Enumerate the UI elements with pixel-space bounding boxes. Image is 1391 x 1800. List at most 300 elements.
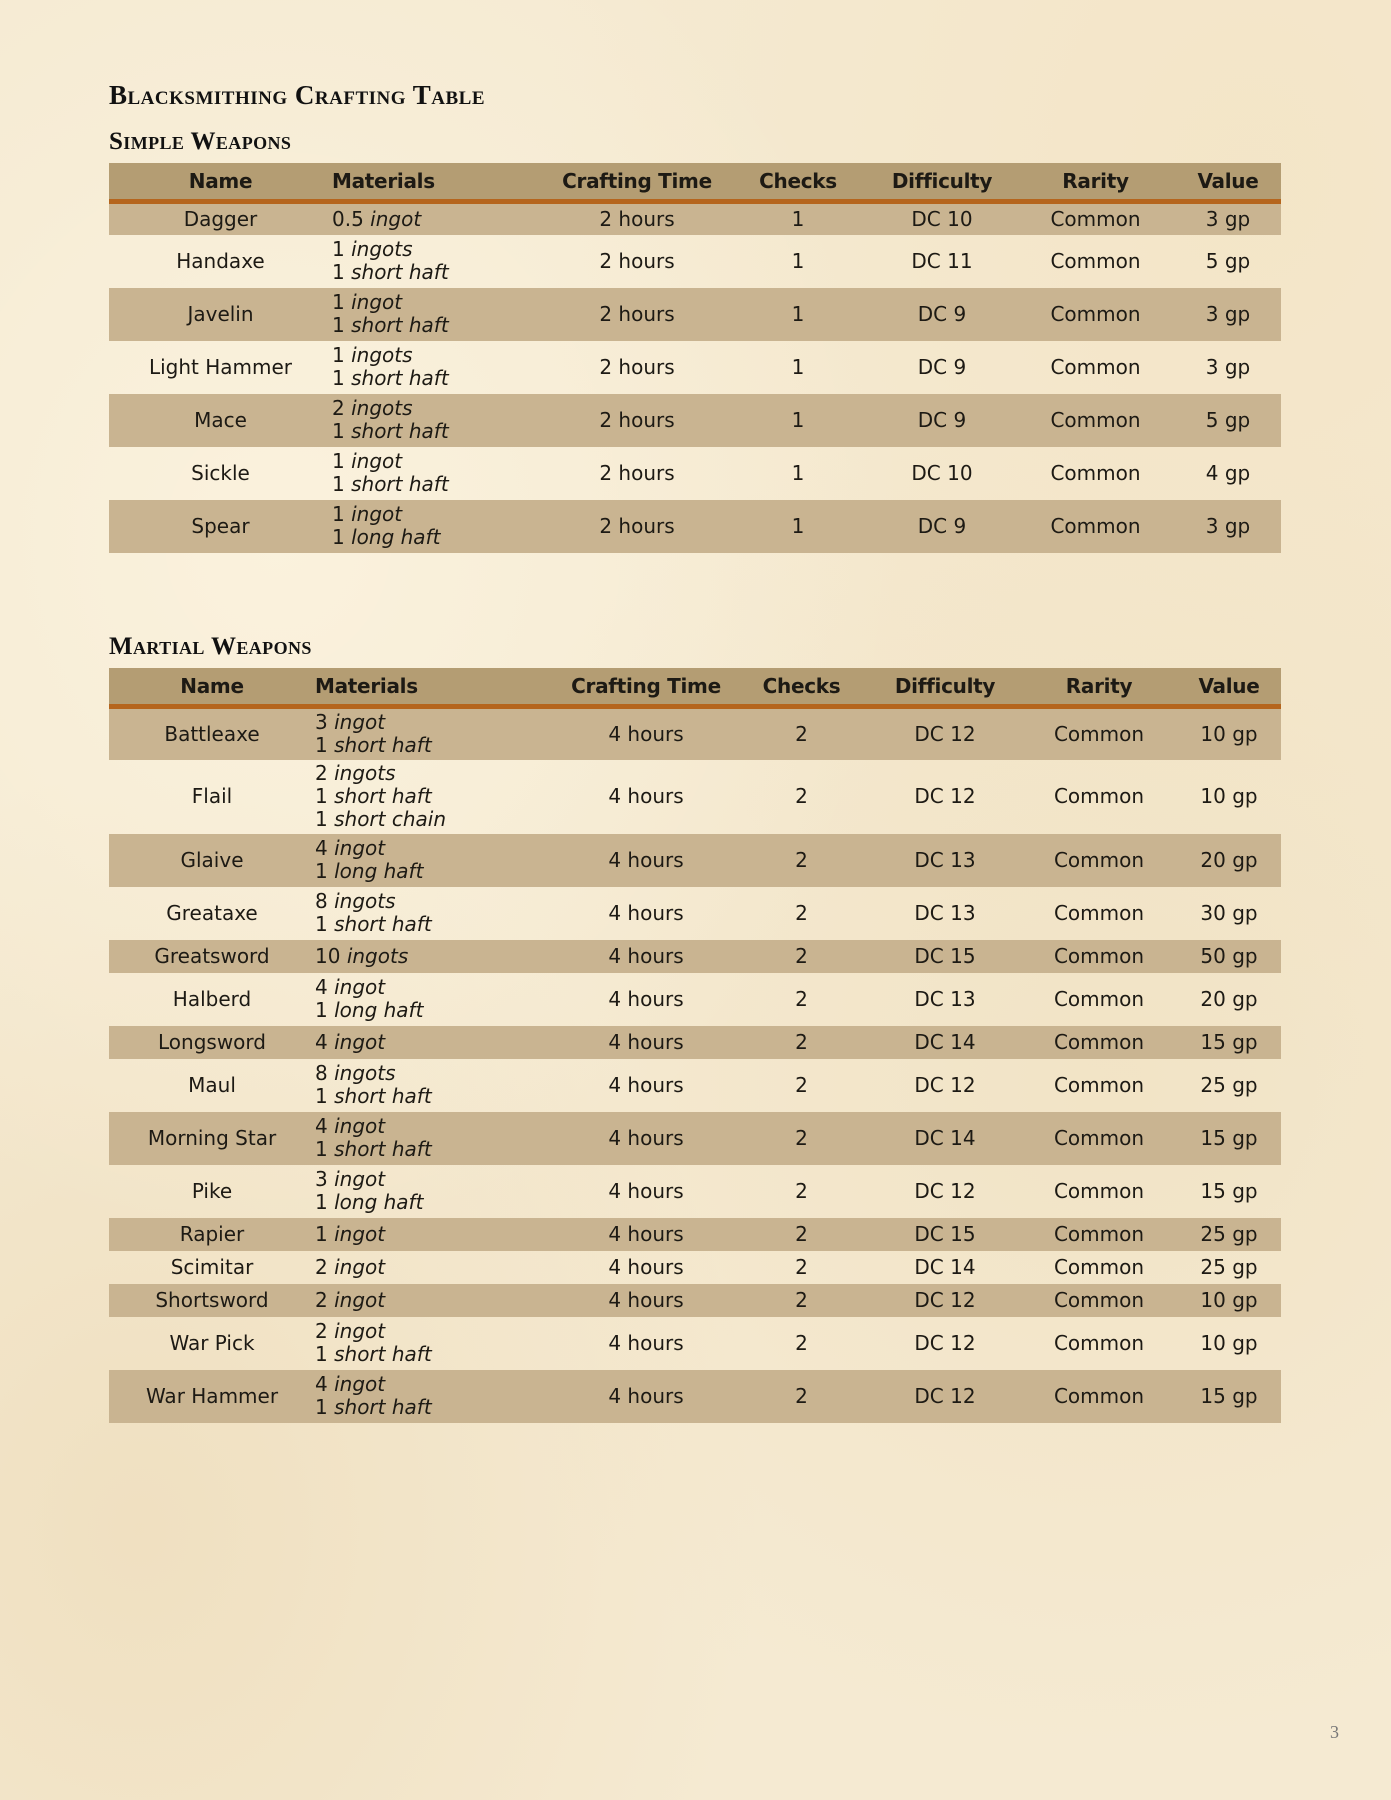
martial-weapons-body [109, 707, 1281, 1423]
table-row [109, 341, 1281, 394]
checks: 2 [734, 1284, 869, 1317]
difficulty: DC 10 [868, 202, 1016, 235]
material-line [315, 1256, 558, 1279]
value: 10 gp [1177, 707, 1281, 760]
material-qty: 1 [315, 912, 328, 936]
material-item: short haft [334, 1342, 432, 1366]
material-item: short haft [334, 912, 432, 936]
checks: 2 [795, 1178, 808, 1203]
difficulty: DC 12 [869, 1284, 1021, 1317]
crafting-time: 4 hours [558, 707, 734, 760]
value: 3 gp [1175, 288, 1281, 341]
column-header-value: Value [1175, 163, 1281, 202]
material-line [315, 1062, 558, 1085]
rarity: Common [1016, 394, 1175, 447]
checks: 1 [728, 500, 868, 553]
material-item: ingot [334, 1167, 386, 1191]
material-item: short haft [351, 419, 449, 443]
material-line [315, 1343, 558, 1366]
value: 15 gp [1177, 1370, 1281, 1423]
martial-weapons-table [109, 668, 1281, 1423]
materials-cell [315, 1284, 558, 1317]
material-line [315, 1289, 558, 1312]
crafting-time: 4 hours [558, 940, 734, 973]
table-header-row [109, 668, 1281, 707]
material-item: ingot [334, 1287, 386, 1312]
value: 15 gp [1177, 1026, 1281, 1059]
materials-cell [332, 500, 546, 553]
material-item: short haft [334, 784, 432, 808]
material-qty: 2 [315, 761, 328, 785]
checks: 1 [791, 354, 805, 379]
checks: 2 [734, 1218, 869, 1251]
materials-cell [315, 1218, 558, 1251]
crafting-time: 2 hours [546, 202, 728, 235]
rarity: Common [1053, 784, 1145, 808]
material-line [315, 890, 558, 913]
checks: 1 [728, 202, 868, 235]
rarity: Common [1053, 1330, 1145, 1355]
weapon-name: Longsword [109, 1026, 315, 1059]
material-line [315, 1115, 558, 1138]
checks: 1 [728, 288, 868, 341]
materials-cell [315, 1370, 558, 1423]
crafting-time: 4 hours [608, 1072, 684, 1097]
table-row [109, 973, 1281, 1026]
materials-cell [315, 887, 558, 940]
material-qty: 1 [315, 1395, 328, 1419]
table-header-row [109, 163, 1281, 202]
weapon-name: Morning Star [109, 1112, 315, 1165]
table-row [109, 1165, 1281, 1218]
simple-weapons-body [109, 202, 1281, 553]
difficulty: DC 12 [914, 1330, 976, 1355]
material-qty: 2 [315, 1319, 328, 1343]
table-row [109, 1370, 1281, 1423]
rarity: Common [1053, 900, 1145, 925]
materials-cell [315, 1112, 558, 1165]
material-qty: 1 [332, 502, 345, 526]
material-qty: 1 [332, 366, 345, 390]
table-row [109, 447, 1281, 500]
table-row [109, 760, 1281, 834]
rarity: Common [1021, 1218, 1177, 1251]
material-item: ingot [334, 1221, 386, 1246]
rarity: Common [1021, 834, 1177, 887]
value: 30 gp [1200, 900, 1258, 925]
material-line [332, 238, 546, 261]
table-row [109, 707, 1281, 760]
material-item: short haft [334, 1084, 432, 1108]
crafting-time: 2 hours [546, 500, 728, 553]
column-header-materials: Materials [332, 163, 546, 202]
material-qty: 1 [315, 733, 328, 758]
difficulty: DC 12 [914, 1178, 976, 1203]
materials-cell [315, 940, 558, 973]
section-title-simple-weapons: Simple Weapons [109, 128, 292, 155]
material-line [315, 837, 558, 860]
material-item: ingots [334, 1061, 396, 1085]
material-line [332, 208, 546, 231]
material-qty: 1 [332, 260, 345, 284]
value: 15 gp [1200, 1178, 1258, 1203]
material-qty: 1 [332, 525, 345, 549]
material-item: ingot [334, 1254, 386, 1279]
value: 20 gp [1200, 986, 1258, 1011]
material-item: ingots [351, 343, 413, 367]
rarity: Common [1050, 248, 1141, 273]
table-row [109, 1026, 1281, 1059]
value: 10 gp [1200, 1330, 1258, 1355]
crafting-time: 4 hours [558, 834, 734, 887]
crafting-time: 2 hours [546, 288, 728, 341]
checks: 2 [795, 784, 808, 808]
value: 25 gp [1200, 1072, 1258, 1097]
table-row [109, 288, 1281, 341]
materials-cell [332, 394, 546, 447]
material-qty: 8 [315, 1061, 328, 1085]
material-item: ingots [351, 237, 413, 261]
crafting-time: 4 hours [608, 986, 684, 1011]
rarity: Common [1021, 940, 1177, 973]
materials-cell [332, 288, 546, 341]
column-header-checks: Checks [728, 163, 868, 202]
rarity: Common [1053, 986, 1145, 1011]
weapon-name: Maul [188, 1072, 236, 1097]
section-title-martial-weapons: Martial Weapons [109, 633, 312, 660]
materials-cell [315, 707, 558, 760]
checks: 2 [734, 1112, 869, 1165]
value: 20 gp [1177, 834, 1281, 887]
rarity: Common [1053, 1178, 1145, 1203]
column-header-crafting-time: Crafting Time [558, 668, 734, 707]
materials-cell [332, 235, 546, 288]
material-item: ingot [334, 1029, 386, 1054]
difficulty: DC 15 [869, 1218, 1021, 1251]
value: 10 gp [1200, 784, 1258, 808]
difficulty: DC 9 [868, 288, 1016, 341]
weapon-name: War Pick [169, 1330, 255, 1355]
table-row [109, 394, 1281, 447]
materials-cell [315, 1317, 558, 1370]
weapon-name: Shortsword [109, 1284, 315, 1317]
material-qty: 4 [315, 1372, 328, 1396]
weapon-name: Spear [109, 500, 332, 553]
difficulty: DC 12 [869, 1370, 1021, 1423]
weapon-name: Battleaxe [109, 707, 315, 760]
materials-cell [332, 447, 546, 500]
material-line [315, 762, 558, 785]
table-row [109, 1059, 1281, 1112]
crafting-time: 4 hours [558, 1026, 734, 1059]
value: 3 gp [1175, 202, 1281, 235]
column-header-rarity: Rarity [1016, 163, 1175, 202]
material-item: ingot [351, 290, 403, 314]
material-line [315, 1031, 558, 1054]
checks: 2 [734, 1370, 869, 1423]
difficulty: DC 9 [868, 500, 1016, 553]
material-line [315, 1223, 558, 1246]
materials-cell [315, 1251, 558, 1284]
column-header-materials: Materials [315, 668, 558, 707]
crafting-time: 4 hours [608, 784, 684, 808]
material-item: short haft [351, 260, 449, 284]
material-line [315, 711, 558, 734]
material-line [315, 945, 558, 968]
crafting-time: 4 hours [558, 1218, 734, 1251]
material-item: long haft [334, 998, 424, 1022]
value: 3 gp [1205, 354, 1251, 379]
value: 5 gp [1205, 248, 1251, 273]
material-line [315, 999, 558, 1022]
material-item: ingot [370, 206, 422, 231]
material-qty: 1 [332, 343, 345, 367]
checks: 1 [791, 460, 805, 485]
materials-cell [315, 834, 558, 887]
material-qty: 1 [332, 237, 345, 261]
material-line [315, 808, 558, 831]
material-line [315, 734, 558, 757]
material-item: ingot [334, 836, 386, 860]
checks: 2 [795, 1330, 808, 1355]
column-header-checks: Checks [734, 668, 869, 707]
difficulty: DC 12 [869, 707, 1021, 760]
rarity: Common [1021, 1026, 1177, 1059]
material-qty: 4 [315, 836, 328, 860]
rarity: Common [1050, 460, 1141, 485]
column-header-name: Name [109, 163, 332, 202]
difficulty: DC 13 [914, 900, 976, 925]
material-line [332, 503, 546, 526]
materials-cell [332, 202, 546, 235]
material-item: long haft [334, 859, 424, 883]
material-item: long haft [351, 525, 441, 549]
material-qty: 4 [315, 1114, 328, 1138]
materials-cell [315, 1026, 558, 1059]
material-item: ingot [351, 449, 403, 473]
weapon-name: Dagger [109, 202, 332, 235]
material-line [315, 1085, 558, 1108]
weapon-name: Sickle [191, 460, 250, 485]
material-line [315, 1373, 558, 1396]
material-line [315, 1320, 558, 1343]
material-qty: 1 [315, 1137, 328, 1161]
value: 4 gp [1205, 460, 1251, 485]
column-header-difficulty: Difficulty [869, 668, 1021, 707]
crafting-time: 4 hours [608, 900, 684, 925]
weapon-name: Handaxe [176, 248, 265, 273]
table-row [109, 834, 1281, 887]
material-qty: 1 [315, 807, 328, 831]
weapon-name: War Hammer [109, 1370, 315, 1423]
weapon-name: Mace [109, 394, 332, 447]
crafting-time: 2 hours [546, 394, 728, 447]
difficulty: DC 10 [911, 460, 973, 485]
difficulty: DC 15 [869, 940, 1021, 973]
crafting-time: 2 hours [599, 460, 675, 485]
material-item: short haft [334, 1395, 432, 1419]
material-line [332, 450, 546, 473]
checks: 1 [728, 394, 868, 447]
difficulty: DC 12 [914, 784, 976, 808]
difficulty: DC 14 [869, 1026, 1021, 1059]
material-qty: 1 [315, 784, 328, 808]
table-row [109, 202, 1281, 235]
table-row [109, 1317, 1281, 1370]
crafting-time: 4 hours [608, 1178, 684, 1203]
material-qty: 1 [315, 998, 328, 1022]
difficulty: DC 12 [914, 1072, 976, 1097]
value: 50 gp [1177, 940, 1281, 973]
weapon-name: Greataxe [166, 900, 258, 925]
page-title: Blacksmithing Crafting Table [109, 80, 486, 110]
value: 5 gp [1175, 394, 1281, 447]
crafting-time: 2 hours [599, 248, 675, 273]
material-qty: 3 [315, 1167, 328, 1191]
crafting-time: 4 hours [608, 1330, 684, 1355]
material-item: short haft [351, 472, 449, 496]
checks: 1 [791, 248, 805, 273]
column-header-crafting-time: Crafting Time [546, 163, 728, 202]
rarity: Common [1021, 707, 1177, 760]
materials-cell [315, 760, 558, 834]
material-qty: 1 [332, 419, 345, 443]
material-line [332, 420, 546, 443]
rarity: Common [1016, 202, 1175, 235]
materials-cell [315, 1165, 558, 1218]
material-item: ingot [334, 1372, 386, 1396]
material-line [315, 1138, 558, 1161]
material-qty: 1 [315, 1221, 328, 1246]
material-line [315, 976, 558, 999]
material-line [315, 785, 558, 808]
material-qty: 3 [315, 710, 328, 735]
rarity: Common [1053, 1072, 1145, 1097]
material-item: ingots [346, 943, 409, 968]
material-qty: 0.5 [332, 206, 364, 231]
material-qty: 4 [315, 1029, 328, 1054]
material-qty: 1 [332, 290, 345, 314]
difficulty: DC 9 [917, 354, 967, 379]
material-line [315, 860, 558, 883]
rarity: Common [1021, 1112, 1177, 1165]
table-row [109, 500, 1281, 553]
material-qty: 1 [315, 1084, 328, 1108]
crafting-time: 4 hours [558, 1284, 734, 1317]
checks: 2 [795, 1254, 808, 1279]
material-item: ingot [351, 502, 403, 526]
material-qty: 8 [315, 889, 328, 913]
material-line [315, 1168, 558, 1191]
crafting-time: 2 hours [599, 354, 675, 379]
weapon-name: Flail [191, 784, 233, 808]
material-line [332, 397, 546, 420]
value: 3 gp [1175, 500, 1281, 553]
material-item: ingots [334, 761, 396, 785]
rarity: Common [1050, 354, 1141, 379]
material-line [315, 1191, 558, 1214]
material-item: ingot [334, 710, 386, 735]
material-item: short haft [351, 313, 449, 337]
material-qty: 4 [315, 975, 328, 999]
material-line [332, 291, 546, 314]
column-header-rarity: Rarity [1021, 668, 1177, 707]
material-item: short haft [351, 366, 449, 390]
material-item: ingots [334, 889, 396, 913]
material-qty: 1 [315, 1342, 328, 1366]
value: 25 gp [1200, 1254, 1258, 1279]
weapon-name: Scimitar [170, 1254, 254, 1279]
table-row [109, 940, 1281, 973]
rarity: Common [1021, 1370, 1177, 1423]
material-item: ingot [334, 975, 386, 999]
crafting-time: 4 hours [608, 1254, 684, 1279]
materials-cell [332, 341, 546, 394]
table-row [109, 1251, 1281, 1284]
material-line [332, 526, 546, 549]
table-row [109, 1112, 1281, 1165]
value: 15 gp [1177, 1112, 1281, 1165]
material-qty: 1 [315, 1190, 328, 1214]
material-line [315, 1396, 558, 1419]
material-item: short haft [334, 1137, 432, 1161]
material-item: long haft [334, 1190, 424, 1214]
material-qty: 2 [315, 1287, 328, 1312]
difficulty: DC 14 [869, 1112, 1021, 1165]
column-header-name: Name [109, 668, 315, 707]
material-line [332, 314, 546, 337]
checks: 2 [795, 986, 808, 1011]
material-item: ingots [351, 396, 413, 420]
column-header-difficulty: Difficulty [868, 163, 1016, 202]
simple-weapons-table [109, 163, 1281, 553]
materials-cell [315, 1059, 558, 1112]
material-line [332, 367, 546, 390]
difficulty: DC 13 [869, 834, 1021, 887]
checks: 2 [734, 834, 869, 887]
material-qty: 1 [332, 449, 345, 473]
checks: 2 [795, 900, 808, 925]
material-qty: 2 [315, 1254, 328, 1279]
material-item: ingot [334, 1114, 386, 1138]
material-line [315, 913, 558, 936]
table-row [109, 1218, 1281, 1251]
material-item: short haft [334, 733, 432, 758]
material-qty: 1 [332, 472, 345, 496]
difficulty: DC 11 [911, 248, 973, 273]
page-number: 3 [1330, 1722, 1339, 1742]
rarity: Common [1053, 1254, 1145, 1279]
weapon-name: Glaive [109, 834, 315, 887]
material-line [332, 473, 546, 496]
rarity: Common [1016, 500, 1175, 553]
material-qty: 10 [315, 943, 341, 968]
difficulty: DC 14 [914, 1254, 976, 1279]
material-line [332, 344, 546, 367]
material-item: ingot [334, 1319, 386, 1343]
column-header-value: Value [1177, 668, 1281, 707]
material-line [332, 261, 546, 284]
weapon-name: Greatsword [109, 940, 315, 973]
weapon-name: Rapier [109, 1218, 315, 1251]
table-row [109, 1284, 1281, 1317]
material-item: short chain [334, 807, 447, 831]
checks: 2 [734, 940, 869, 973]
checks: 2 [734, 1026, 869, 1059]
table-row [109, 235, 1281, 288]
rarity: Common [1016, 288, 1175, 341]
materials-cell [315, 973, 558, 1026]
